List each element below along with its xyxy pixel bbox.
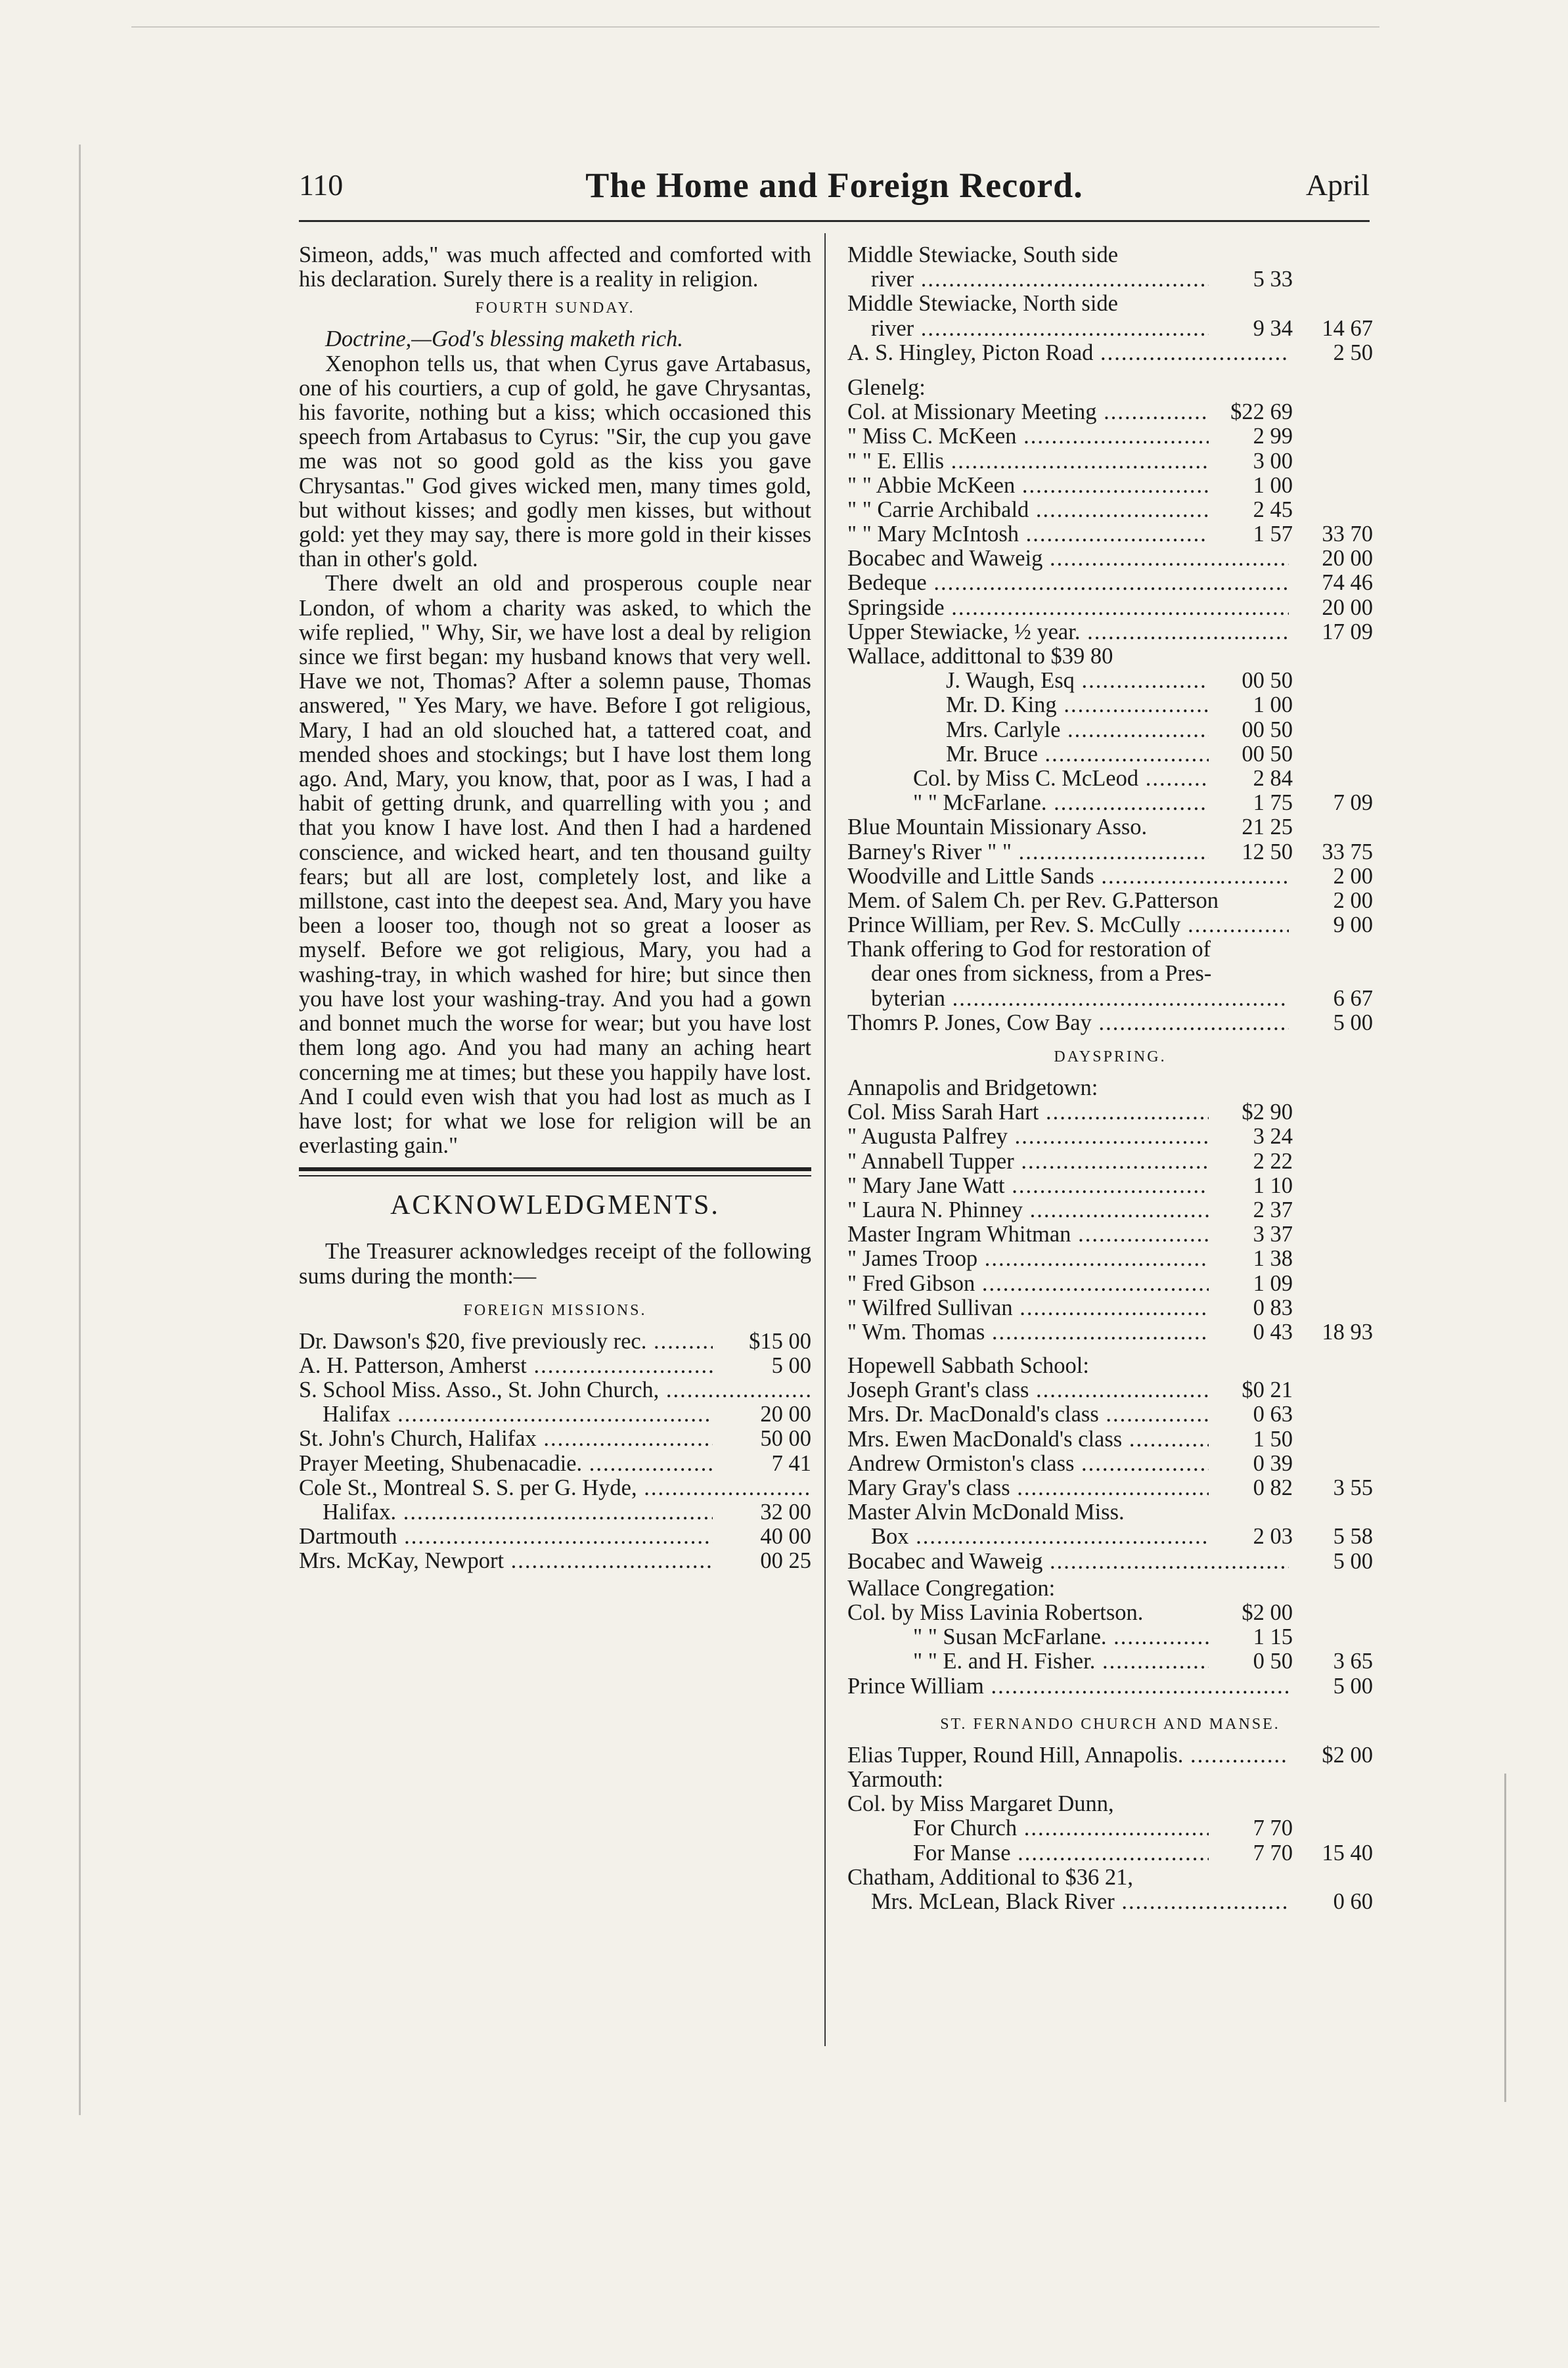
ledger-row — [847, 1174, 1373, 1198]
ledger-amount: 2 22 — [1249, 1150, 1293, 1174]
ledger-row — [847, 987, 1373, 1011]
ledger-label: " " Mary McIntosh ..... — [847, 522, 1209, 547]
ledger-label: Blue Mountain Missionary Asso. — [847, 815, 1148, 840]
ledger-row — [847, 1011, 1373, 1035]
ledger-amount: 12 50 — [1238, 840, 1293, 864]
ledger-amount: 1 00 — [1249, 693, 1293, 717]
ledger-label: Yarmouth: — [847, 1767, 944, 1792]
ledger-total: 18 93 — [1318, 1320, 1373, 1345]
ledger-label: " " Susan McFarlane. ..... — [847, 1625, 1209, 1649]
ledger-total: 6 67 — [1330, 987, 1373, 1011]
ledger-row — [847, 1320, 1373, 1345]
ledger-label: Halifax. ..... — [299, 1500, 713, 1525]
ledger-row — [847, 962, 1373, 986]
ledger-row — [847, 522, 1373, 547]
dayspring-heading: DAYSPRING. — [1054, 1048, 1167, 1066]
ledger-row — [847, 937, 1373, 962]
ledger-row — [847, 1865, 1373, 1890]
acknowledgments-intro: The Treasurer acknowledges receipt of the following sums during the month:— — [299, 1239, 811, 1289]
ledger-label: " Wilfred Sullivan ..... — [847, 1296, 1209, 1320]
ledger-row — [847, 1247, 1373, 1271]
ledger-total: 15 40 — [1318, 1841, 1373, 1865]
ledger-total: 33 70 — [1318, 522, 1373, 547]
ledger-row — [847, 1296, 1373, 1320]
ledger-label: " " E. Ellis ..... — [847, 449, 1209, 474]
ledger-total: 74 46 — [1318, 571, 1373, 595]
ledger-row — [847, 1550, 1373, 1574]
ledger-label: S. School Miss. Asso., St. John Church, ..... — [299, 1378, 811, 1402]
ledger-label: " Augusta Palfrey ..... — [847, 1125, 1209, 1149]
ledger-total: 20 00 — [1318, 547, 1373, 571]
ledger-label: " " Abbie McKeen ..... — [847, 474, 1209, 498]
ledger-label: river ..... — [847, 317, 1209, 341]
ledger-row — [847, 317, 1373, 341]
ledger-total: 20 00 — [1318, 596, 1373, 620]
ledger-row — [847, 341, 1373, 365]
ledger-row — [847, 1649, 1373, 1674]
ledger-label: byterian ..... — [847, 987, 1289, 1011]
ledger-label: Col. by Miss Margaret Dunn, — [847, 1792, 1114, 1817]
ledger-amount: 7 70 — [1249, 1816, 1293, 1841]
ledger-row — [847, 596, 1373, 620]
ledger-label: Cole St., Montreal S. S. per G. Hyde, ..... — [299, 1476, 811, 1500]
ledger-label: St. John's Church, Halifax ..... — [299, 1427, 713, 1451]
ledger-label: Col. at Missionary Meeting ..... — [847, 400, 1209, 424]
ledger-row — [299, 1378, 811, 1402]
running-header — [299, 168, 1370, 220]
section-rule-thick — [299, 1167, 811, 1171]
scan-edge-mark — [131, 26, 1379, 28]
glenelg-list — [847, 400, 1373, 1035]
ledger-row — [847, 889, 1373, 913]
ledger-total: 2 50 — [1330, 341, 1373, 365]
right-column — [847, 243, 1373, 1914]
ledger-amount: 2 37 — [1249, 1198, 1293, 1222]
ledger-label: Barney's River " " ..... — [847, 840, 1209, 864]
fernando-heading: ST. FERNANDO CHURCH AND MANSE. — [940, 1715, 1280, 1733]
journal-title: The Home and Foreign Record. — [585, 166, 1083, 205]
ledger-label: " Fred Gibson ..... — [847, 1272, 1209, 1296]
ledger-amount: 2 03 — [1249, 1525, 1293, 1549]
ledger-amount: 2 99 — [1249, 424, 1293, 449]
ledger-amount: 1 09 — [1249, 1272, 1293, 1296]
ledger-amount: 9 34 — [1249, 317, 1293, 341]
ledger-label: Joseph Grant's class ..... — [847, 1378, 1209, 1402]
ledger-label: Col. by Miss C. McLeod ..... — [847, 767, 1209, 791]
ledger-label: Mrs. McKay, Newport ..... — [299, 1549, 713, 1573]
ledger-amount: 7 70 — [1249, 1841, 1293, 1865]
ledger-amount: 1 15 — [1249, 1625, 1293, 1649]
ledger-label: Dartmouth ..... — [299, 1525, 713, 1549]
ledger-row — [847, 474, 1373, 498]
ledger-row — [847, 1452, 1373, 1476]
london-couple-paragraph: There dwelt an old and prosperous couple near London, of whom a charity was asked, to which the wife replied, " Why, Sir, we have lost a deal by religion since we first began: my husband knows that very well. Have we not, Thomas? After a solemn pause, Thomas answered, " Yes Mary, we have. Before I got religious, Mary, I had an old slouched hat, a tattered coat, and mended shoes and stockings; but I have lost them long ago. And, Mary, you know, that, poor as I was, I had a habit of getting drunk, and quarrelling with you ; and that you know I have lost. And then I had a hardened conscience, and wicked heart, and ten thousand guilty fears; but all are lost, completely lost, and like a millstone, cast into the deepest sea. And, Mary you have been a looser too, though not so great a looser as myself. Before we got religious, Mary, you had a washing-tray, in which washed for hire; but since then you have lost your washing-tray. And you had a gown and bonnet much the worse for wear; but you have lost them long ago. And you had many an aching heart concerning me at times; but these you happily have lost. And I could even wish that you had lost as much as I have lost; for what we lose for religion will be an everlasting gain." — [299, 571, 811, 1159]
ledger-amount: $2 90 — [1238, 1100, 1293, 1125]
ledger-amount: 40 00 — [756, 1525, 811, 1549]
ledger-row — [847, 400, 1373, 424]
ledger-total: 2 00 — [1330, 889, 1373, 913]
ledger-total: 5 58 — [1330, 1525, 1373, 1549]
ledger-amount: $22 69 — [1226, 400, 1293, 424]
ledger-label: river ..... — [847, 267, 1209, 292]
wallace-heading: Wallace Congregation: — [847, 1575, 1056, 1601]
ledger-row — [847, 767, 1373, 791]
ledger-row — [847, 292, 1373, 316]
annapolis-heading: Annapolis and Bridgetown: — [847, 1075, 1098, 1101]
section-rule-thin — [299, 1175, 811, 1176]
ledger-total: 7 09 — [1330, 791, 1373, 815]
ledger-label: J. Waugh, Esq ..... — [847, 669, 1209, 693]
ledger-label: Middle Stewiacke, North side — [847, 292, 1118, 317]
ledger-label: Prince William ..... — [847, 1674, 1289, 1699]
ledger-row — [847, 1100, 1373, 1125]
ledger-row — [847, 742, 1373, 767]
ledger-label: Wallace, addittonal to $39 80 — [847, 644, 1113, 669]
ledger-label: Master Alvin McDonald Miss. — [847, 1500, 1125, 1525]
ledger-total: 14 67 — [1318, 317, 1373, 341]
ledger-label: Chatham, Additional to $36 21, — [847, 1865, 1134, 1890]
annapolis-list — [847, 1100, 1373, 1345]
header-rule — [299, 220, 1370, 222]
ledger-label: Thank offering to God for restoration of — [847, 937, 1211, 962]
xenophon-paragraph: Xenophon tells us, that when Cyrus gave Artabasus, one of his courtiers, a cup of gold, he gave Chrysantas, his favorite, nothing but a kiss; which occasioned this speech from Artabasus to Cyrus: "Sir, the cup you gave me was not so good gold as the kiss you gave Chrysantas." God gives wicked men, many times gold, but without kisses; and godly men kisses, but without gold: yet they may say, there is more gold in their kisses than in other's gold. — [299, 351, 811, 572]
ledger-row — [847, 267, 1373, 292]
ledger-row — [847, 1500, 1373, 1525]
ledger-amount: 00 25 — [756, 1549, 811, 1573]
ledger-row — [299, 1500, 811, 1525]
doctrine-line: Doctrine,—God's blessing maketh rich. — [325, 326, 683, 352]
ledger-row — [847, 547, 1373, 571]
ledger-row — [847, 1272, 1373, 1296]
ledger-amount: 0 39 — [1249, 1452, 1293, 1476]
ledger-row — [847, 1768, 1373, 1792]
ledger-label: " Miss C. McKeen ..... — [847, 424, 1209, 449]
ledger-row — [847, 1125, 1373, 1149]
ledger-row — [847, 1402, 1373, 1427]
ledger-row — [847, 1792, 1373, 1816]
ledger-label: Thomrs P. Jones, Cow Bay ..... — [847, 1011, 1289, 1035]
ledger-label: Master Ingram Whitman ..... — [847, 1222, 1209, 1247]
ledger-amount: 1 38 — [1249, 1247, 1293, 1271]
ledger-label: dear ones from sickness, from a Pres- — [871, 962, 1212, 987]
ledger-row — [847, 1601, 1373, 1625]
ledger-row — [847, 1198, 1373, 1222]
ledger-label: Mr. Bruce ..... — [847, 742, 1209, 767]
ledger-label: For Manse ..... — [847, 1841, 1209, 1865]
ledger-total: 33 75 — [1318, 840, 1373, 864]
ledger-label: Mrs. Carlyle ..... — [847, 718, 1209, 742]
intro-paragraph: Simeon, adds," was much affected and comforted with his declaration. Surely there is a reality in religion. — [299, 242, 811, 292]
scan-edge-mark — [79, 145, 81, 2115]
ledger-row — [847, 693, 1373, 717]
ledger-label: A. S. Hingley, Picton Road ..... — [847, 341, 1289, 365]
ledger-row — [299, 1427, 811, 1451]
ledger-total: 5 00 — [1330, 1674, 1373, 1699]
ledger-amount: 3 37 — [1249, 1222, 1293, 1247]
ledger-label: Mary Gray's class ..... — [847, 1476, 1209, 1500]
ledger-row — [847, 815, 1373, 839]
ledger-row — [847, 1378, 1373, 1402]
ledger-label: Bocabec and Waweig ..... — [847, 1550, 1289, 1574]
ledger-row — [847, 1525, 1373, 1549]
ledger-label: " Mary Jane Watt ..... — [847, 1174, 1209, 1198]
ledger-label: For Church ..... — [847, 1816, 1209, 1841]
issue-month: April — [1305, 168, 1370, 202]
ledger-amount: 0 43 — [1249, 1320, 1293, 1345]
hopewell-heading: Hopewell Sabbath School: — [847, 1353, 1089, 1379]
ledger-row — [847, 1841, 1373, 1865]
ledger-amount: 0 50 — [1249, 1649, 1293, 1674]
ledger-amount: 7 41 — [768, 1452, 811, 1476]
ledger-amount: 2 84 — [1249, 767, 1293, 791]
scan-edge-mark — [1504, 1774, 1506, 2102]
ledger-row — [847, 498, 1373, 522]
ledger-amount: 3 00 — [1249, 449, 1293, 474]
ledger-total: 0 60 — [1330, 1890, 1373, 1914]
ledger-total: 3 55 — [1330, 1476, 1373, 1500]
stewiacke-list — [847, 243, 1373, 365]
ledger-amount: 5 33 — [1249, 267, 1293, 292]
ledger-amount: $2 00 — [1238, 1601, 1293, 1625]
ledger-label: Elias Tupper, Round Hill, Annapolis. ..... — [847, 1743, 1289, 1768]
ledger-label: Mrs. McLean, Black River ..... — [847, 1890, 1289, 1914]
ledger-label: " " McFarlane. ..... — [847, 791, 1209, 815]
ledger-row — [847, 1625, 1373, 1649]
ledger-label: " Laura N. Phinney ..... — [847, 1198, 1209, 1222]
left-column — [299, 243, 811, 1574]
ledger-amount: 1 57 — [1249, 522, 1293, 547]
ledger-label: " James Troop ..... — [847, 1247, 1209, 1271]
ledger-amount: 1 75 — [1249, 791, 1293, 815]
ledger-label: Mr. D. King ..... — [847, 693, 1209, 717]
ledger-row — [847, 571, 1373, 595]
foreign-missions-list — [299, 1329, 811, 1574]
ledger-amount: $0 21 — [1238, 1378, 1293, 1402]
ledger-row — [847, 1674, 1373, 1699]
page-number: 110 — [299, 168, 344, 202]
ledger-label: Dr. Dawson's $20, five previously rec. ..... — [299, 1329, 713, 1354]
ledger-row — [299, 1452, 811, 1476]
ledger-row — [847, 620, 1373, 644]
ledger-row — [847, 1222, 1373, 1247]
ledger-label: Mem. of Salem Ch. per Rev. G.Patterson — [847, 888, 1219, 913]
ledger-label: A. H. Patterson, Amherst ..... — [299, 1354, 713, 1378]
ledger-label: Mrs. Dr. MacDonald's class ..... — [847, 1402, 1209, 1427]
ledger-amount: 3 24 — [1249, 1125, 1293, 1149]
ledger-row — [299, 1476, 811, 1500]
ledger-amount: 5 00 — [768, 1354, 811, 1378]
ledger-row — [847, 1427, 1373, 1452]
acknowledgments-heading: ACKNOWLEDGMENTS. — [390, 1190, 720, 1221]
ledger-amount: 00 50 — [1238, 742, 1293, 767]
ledger-amount: 1 10 — [1249, 1174, 1293, 1198]
fourth-sunday-heading: FOURTH SUNDAY. — [475, 300, 635, 317]
ledger-total: $2 00 — [1318, 1743, 1373, 1768]
ledger-amount: 00 50 — [1238, 669, 1293, 693]
ledger-label: Prince William, per Rev. S. McCully ..... — [847, 913, 1289, 937]
ledger-row — [299, 1402, 811, 1427]
ledger-row — [847, 1150, 1373, 1174]
ledger-label: Upper Stewiacke, ½ year. ..... — [847, 620, 1289, 644]
ledger-amount: 1 50 — [1249, 1427, 1293, 1452]
ledger-label: " Annabell Tupper ..... — [847, 1150, 1209, 1174]
ledger-total: 5 00 — [1330, 1550, 1373, 1574]
ledger-label: Middle Stewiacke, South side — [847, 243, 1119, 267]
ledger-amount: 21 25 — [1238, 815, 1293, 839]
ledger-amount: 1 00 — [1249, 474, 1293, 498]
ledger-row — [847, 718, 1373, 742]
ledger-amount: 0 83 — [1249, 1296, 1293, 1320]
ledger-row — [847, 1890, 1373, 1914]
ledger-row — [847, 1743, 1373, 1768]
wallace-list — [847, 1601, 1373, 1699]
ledger-label: Halifax ..... — [299, 1402, 713, 1427]
ledger-amount: 0 63 — [1249, 1402, 1293, 1427]
ledger-row — [299, 1525, 811, 1549]
ledger-row — [299, 1329, 811, 1354]
ledger-label: Mrs. Ewen MacDonald's class ..... — [847, 1427, 1209, 1452]
ledger-label: Col. Miss Sarah Hart ..... — [847, 1100, 1209, 1125]
glenelg-heading: Glenelg: — [847, 374, 926, 400]
ledger-row — [847, 449, 1373, 474]
ledger-amount: 32 00 — [756, 1500, 811, 1525]
ledger-amount: 0 82 — [1249, 1476, 1293, 1500]
ledger-row — [847, 424, 1373, 449]
ledger-row — [847, 791, 1373, 815]
ledger-amount: 50 00 — [756, 1427, 811, 1451]
ledger-total: 9 00 — [1330, 913, 1373, 937]
ledger-amount: 00 50 — [1238, 718, 1293, 742]
ledger-amount: $15 00 — [745, 1329, 811, 1354]
ledger-row — [299, 1549, 811, 1573]
ledger-amount: 2 45 — [1249, 498, 1293, 522]
ledger-label: Andrew Ormiston's class ..... — [847, 1452, 1209, 1476]
ledger-row — [847, 840, 1373, 864]
ledger-row — [847, 644, 1373, 669]
ledger-row — [299, 1354, 811, 1378]
ledger-label: Springside ..... — [847, 596, 1289, 620]
fernando-list — [847, 1743, 1373, 1914]
ledger-label: Prayer Meeting, Shubenacadie. ..... — [299, 1452, 713, 1476]
hopewell-list — [847, 1378, 1373, 1574]
ledger-row — [847, 1476, 1373, 1500]
ledger-label: Woodville and Little Sands ..... — [847, 864, 1289, 889]
ledger-total: 2 00 — [1330, 864, 1373, 889]
ledger-amount: 20 00 — [756, 1402, 811, 1427]
ledger-label: " Wm. Thomas ..... — [847, 1320, 1209, 1345]
ledger-total: 3 65 — [1330, 1649, 1373, 1674]
ledger-total: 17 09 — [1318, 620, 1373, 644]
ledger-label: Bedeque ..... — [847, 571, 1289, 595]
column-divider — [824, 233, 826, 2046]
ledger-row — [847, 864, 1373, 889]
ledger-label: " " E. and H. Fisher. ..... — [847, 1649, 1209, 1674]
ledger-row — [847, 1816, 1373, 1841]
ledger-label: Box ..... — [847, 1525, 1209, 1549]
ledger-row — [847, 913, 1373, 937]
ledger-label: Col. by Miss Lavinia Robertson. — [847, 1601, 1144, 1625]
ledger-row — [847, 669, 1373, 693]
foreign-missions-heading: FOREIGN MISSIONS. — [463, 1301, 647, 1319]
ledger-total: 5 00 — [1330, 1011, 1373, 1035]
ledger-label: Bocabec and Waweig ..... — [847, 547, 1289, 571]
ledger-label: " " Carrie Archibald ..... — [847, 498, 1209, 522]
ledger-row — [847, 243, 1373, 267]
